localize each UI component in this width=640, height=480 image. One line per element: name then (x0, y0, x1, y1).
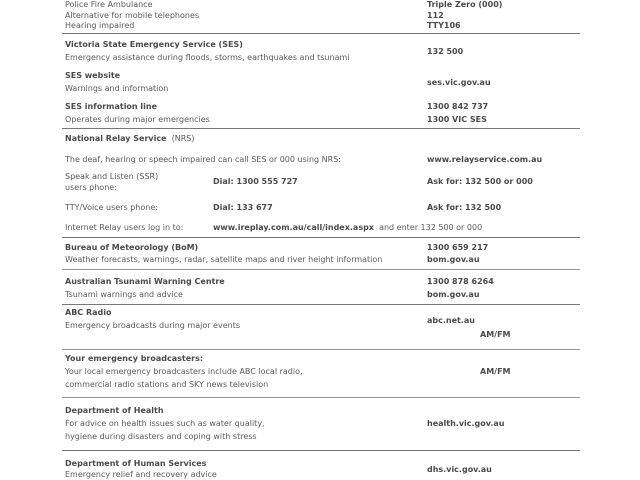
broadcasters-desc-1: Your local emergency broadcasters include ABC local radio, (65, 367, 303, 376)
ses-web-title: SES website (65, 71, 121, 80)
dhs-web[interactable]: dhs.vic.gov.au (427, 465, 492, 474)
divider (62, 304, 580, 305)
nrs-title: National Relay Service (65, 134, 167, 143)
atwc-desc: Tsunami warnings and advice (65, 290, 183, 299)
health-title: Department of Health (65, 406, 164, 415)
health-desc-1: For advice on health issues such as water quality, (65, 419, 265, 428)
atwc-title: Australian Tsunami Warning Centre (65, 277, 225, 286)
abc-desc: Emergency broadcasts during major events (65, 321, 240, 330)
abc-band: AM/FM (480, 330, 511, 339)
divider (62, 128, 580, 129)
health-desc-2: hygiene during disasters and coping with stress (65, 432, 257, 441)
tty-dial: Dial: 133 677 (213, 203, 273, 212)
broadcasters-title: Your emergency broadcasters: (65, 354, 204, 363)
atwc-phone: 1300 878 6264 (427, 277, 494, 286)
internet-suffix: and enter 132 500 or 000 (379, 223, 483, 232)
abc-web[interactable]: abc.net.au (427, 316, 475, 325)
bom-web[interactable]: bom.gov.au (427, 255, 480, 264)
bom-phone: 1300 659 217 (427, 243, 489, 252)
emergency-number: Triple Zero (000) (427, 0, 503, 9)
dhs-desc: Emergency relief and recovery advice (65, 470, 217, 479)
health-web[interactable]: health.vic.gov.au (427, 419, 505, 428)
nrs-abbr: (NRS) (171, 134, 195, 143)
divider (62, 450, 580, 451)
nrs-url[interactable]: www.relayservice.com.au (427, 155, 543, 164)
ses-info-phone-alt: 1300 VIC SES (427, 115, 487, 124)
tty-ask: Ask for: 132 500 (427, 203, 502, 212)
divider (62, 397, 580, 398)
tty-label: TTY/Voice users phone: (65, 203, 158, 212)
bom-desc: Weather forecasts, warnings, radar, satellite maps and river height information (65, 255, 383, 264)
hearing-label: Hearing impaired (65, 21, 135, 30)
ssr-label-2: users phone: (65, 183, 117, 192)
internet-url[interactable]: www.ireplay.com.au/call/index.aspx (213, 223, 374, 232)
nrs-heading (65, 134, 194, 144)
divider (62, 237, 580, 238)
broadcasters-desc-2: commercial radio stations and SKY news television (65, 380, 269, 389)
mobile-number: 112 (427, 11, 444, 20)
ses-web-link[interactable]: ses.vic.gov.au (427, 78, 491, 87)
divider (62, 349, 580, 350)
ssr-dial: Dial: 1300 555 727 (213, 177, 298, 186)
ses-info-desc: Operates during major emergencies (65, 115, 210, 124)
internet-label: Internet Relay users log in to: (65, 223, 184, 232)
ses-desc: Emergency assistance during floods, storms, earthquakes and tsunami (65, 53, 350, 62)
dhs-title: Department of Human Services (65, 459, 207, 468)
mobile-label: Alternative for mobile telephones (65, 11, 200, 20)
emergency-label: Police Fire Ambulance (65, 0, 153, 9)
divider (62, 33, 580, 34)
ssr-label-1: Speak and Listen (SSR) (65, 172, 159, 181)
ses-web-desc: Warnings and information (65, 84, 169, 93)
ses-info-title: SES information line (65, 102, 158, 111)
ssr-ask: Ask for: 132 500 or 000 (427, 177, 533, 186)
atwc-web[interactable]: bom.gov.au (427, 290, 480, 299)
internet-line (213, 223, 482, 233)
nrs-intro: The deaf, hearing or speech impaired can call SES or 000 using NRS: (65, 155, 341, 164)
abc-title: ABC Radio (65, 308, 112, 317)
hearing-number: TTY106 (427, 21, 461, 30)
broadcasters-band: AM/FM (480, 367, 511, 376)
ses-title: Victoria State Emergency Service (SES) (65, 40, 243, 49)
bom-title: Bureau of Meteorology (BoM) (65, 243, 199, 252)
ses-phone: 132 500 (427, 47, 464, 56)
divider (62, 269, 580, 270)
ses-info-phone: 1300 842 737 (427, 102, 489, 111)
